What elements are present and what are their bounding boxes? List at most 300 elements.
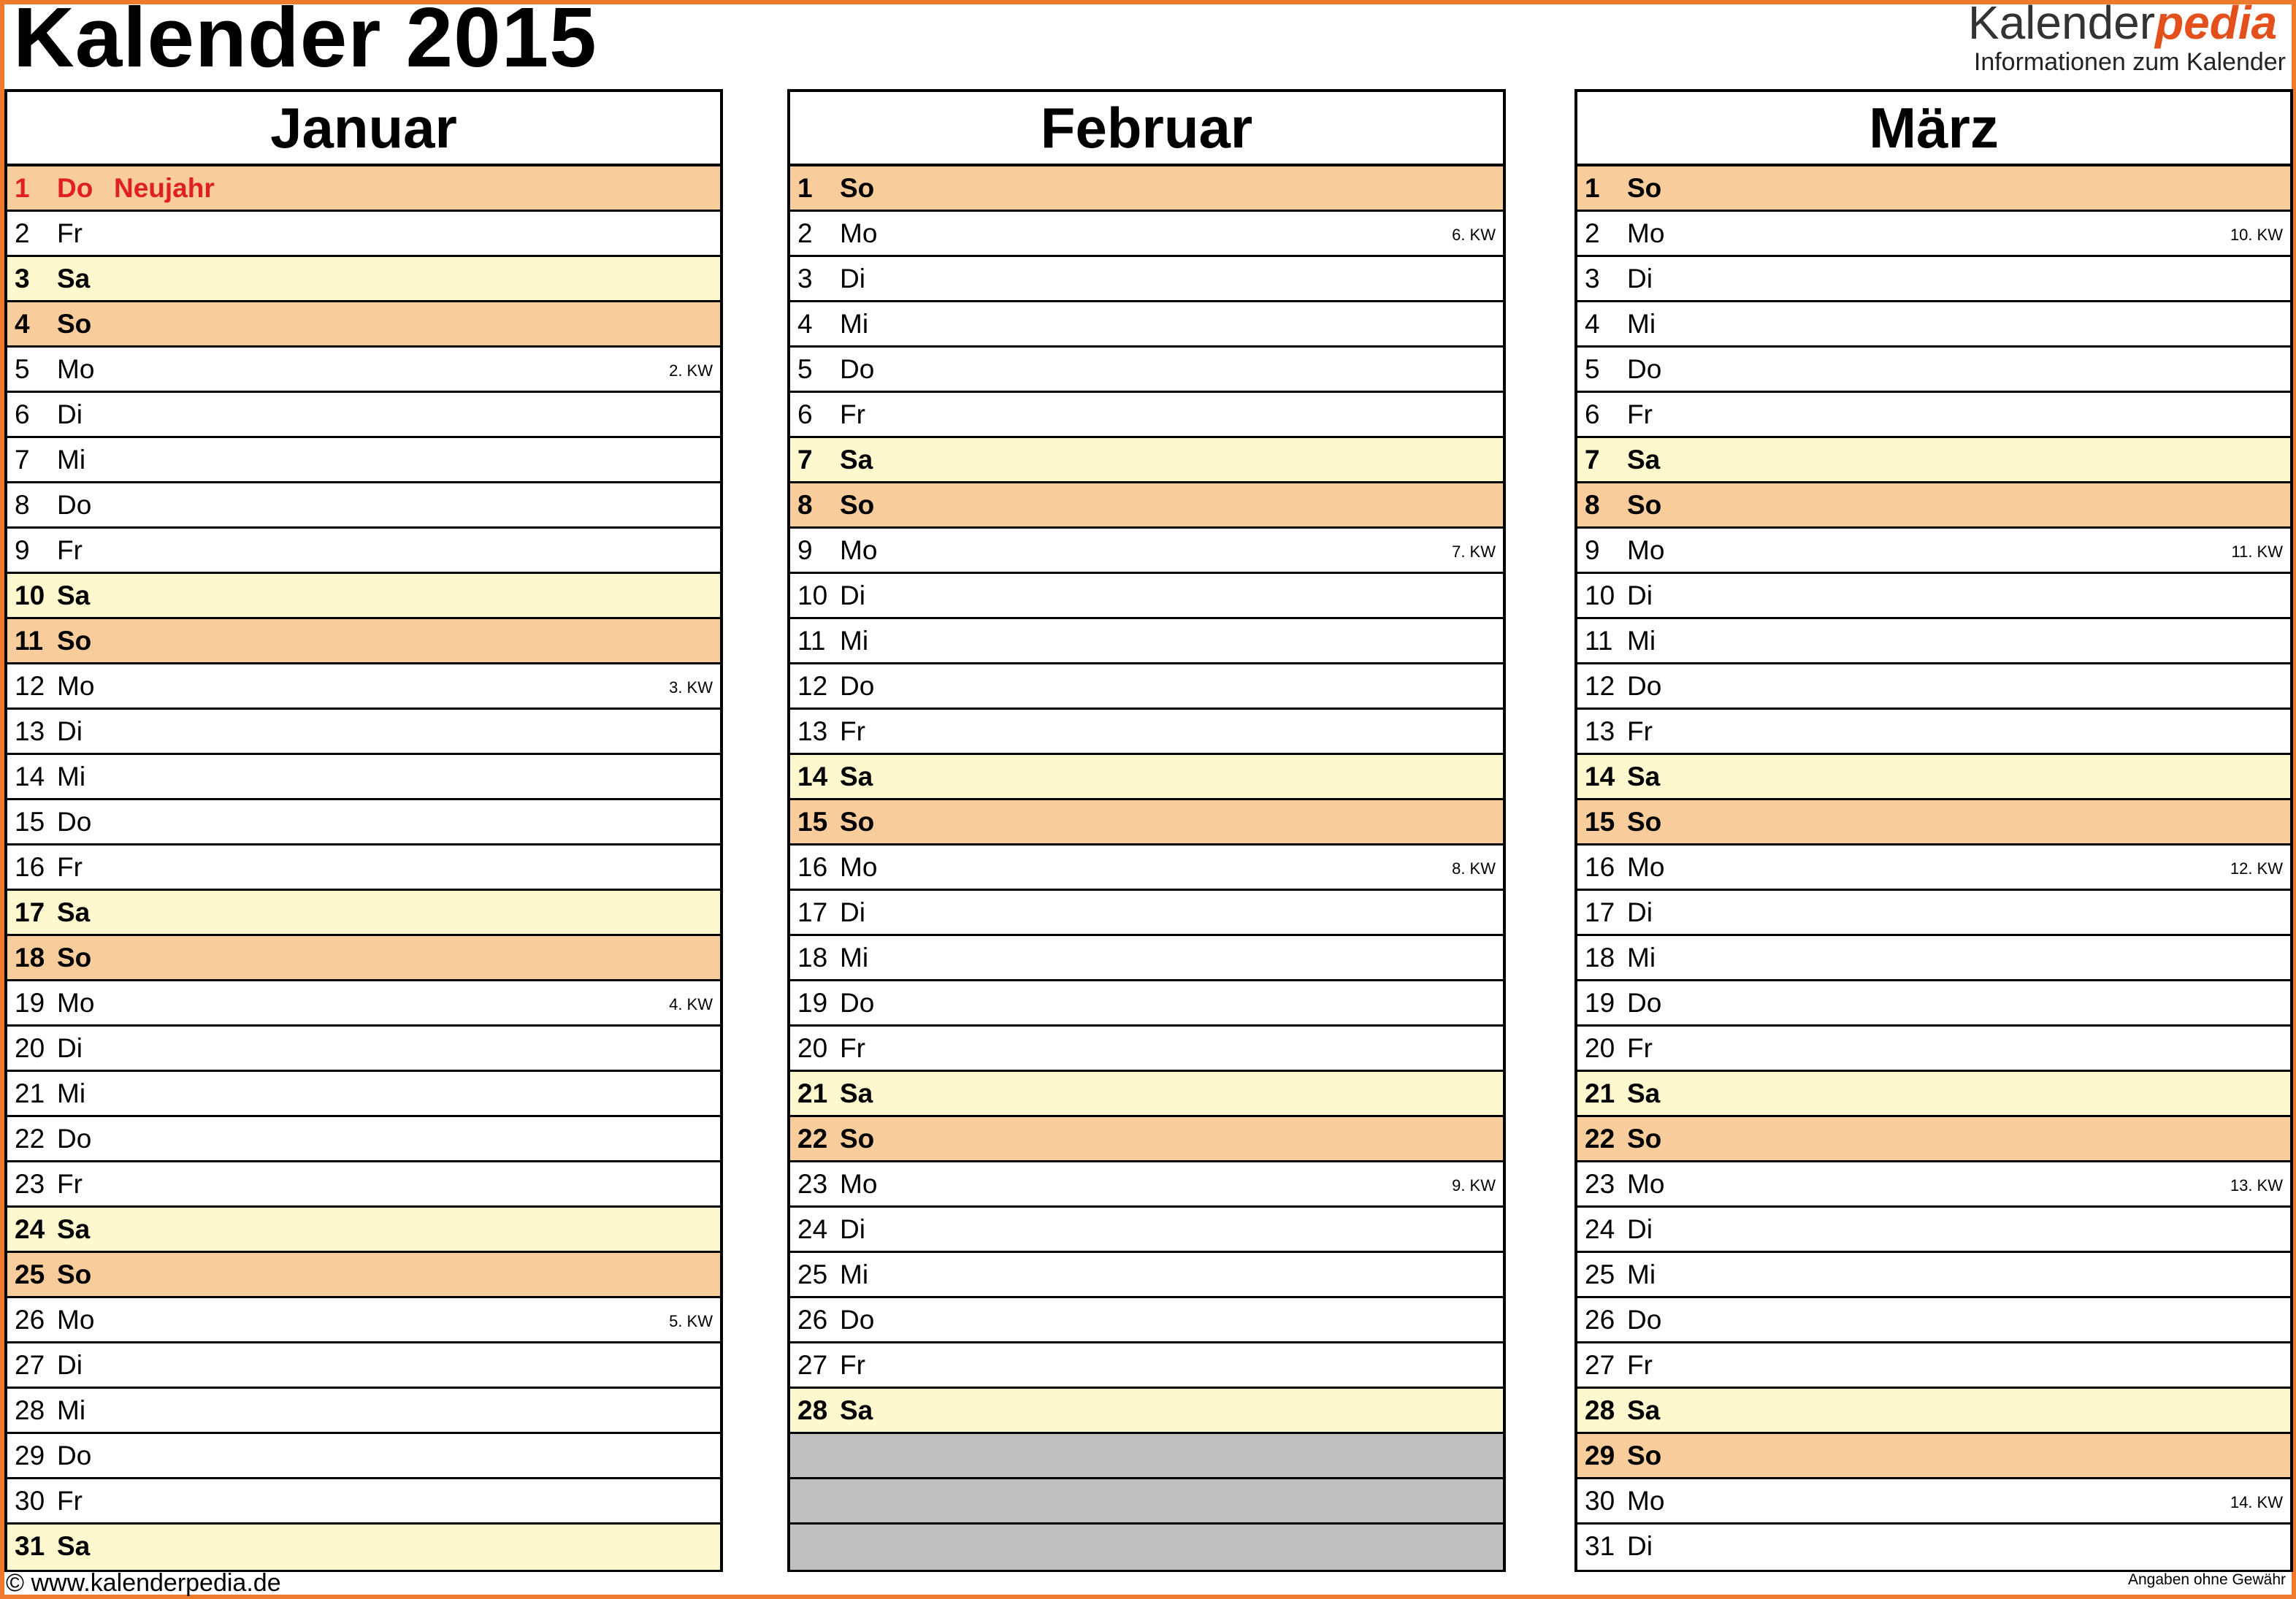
weekday-label: Mi [840,943,869,973]
day-row [7,1389,720,1434]
weekday-label: Sa [1627,1395,1661,1425]
day-row [790,1117,1503,1162]
weekday-label: Do [840,354,875,384]
day-number: 23 [797,1169,828,1199]
day-row [1577,574,2290,619]
day-row [1577,393,2290,438]
day-row [790,348,1503,393]
day-row [1577,1117,2290,1162]
weekday-label: Di [1627,897,1653,927]
day-number: 27 [1585,1350,1615,1380]
weekday-label: Do [57,173,93,203]
day-row [1577,1525,2290,1570]
month-name: Februar [790,92,1503,166]
day-list [7,166,720,1570]
day-number: 11 [797,626,826,656]
day-number: 1 [15,173,30,203]
day-number: 18 [15,943,45,973]
day-row [7,1525,720,1570]
day-number: 27 [797,1350,828,1380]
day-number: 17 [1585,897,1615,927]
weekday-label: Sa [57,1214,91,1244]
weekday-label: Do [57,1124,92,1154]
day-number: 8 [1585,490,1600,520]
day-row [790,529,1503,574]
weekday-label: Fr [1627,1033,1653,1063]
day-number: 6 [797,399,813,429]
weekday-label: So [840,807,875,837]
day-number: 9 [15,535,30,565]
weekday-label: Fr [57,535,83,565]
day-row [790,483,1503,529]
weekday-label: Sa [840,1395,873,1425]
weekday-label: Fr [57,852,83,882]
weekday-label: So [57,943,92,973]
day-row [790,1298,1503,1343]
day-number: 2 [797,218,813,248]
day-row [7,212,720,257]
month-february [787,89,1506,1572]
day-number: 14 [15,762,45,791]
day-row [7,1343,720,1389]
day-row [7,1117,720,1162]
day-number: 15 [1585,807,1615,837]
weekday-label: So [1627,807,1662,837]
day-row [1577,664,2290,710]
weekday-label: Sa [1627,445,1661,475]
day-row [1577,981,2290,1027]
day-number: 22 [797,1124,828,1154]
weekday-label: Fr [840,716,865,746]
weekday-label: Sa [840,1078,873,1108]
day-number: 12 [1585,671,1615,701]
day-row [790,891,1503,936]
week-number-label: 6. KW [1452,226,1496,244]
weekday-label: Do [1627,1305,1662,1335]
weekday-label: Sa [57,580,91,610]
weekday-label: So [840,173,875,203]
day-number: 24 [15,1214,45,1244]
day-number: 10 [15,580,45,610]
weekday-label: Fr [840,1350,865,1380]
day-number: 10 [797,580,828,610]
day-number: 17 [15,897,45,927]
brand-subtitle: Informationen zum Kalender [1973,48,2286,77]
weekday-label: So [57,1259,92,1289]
weekday-label: So [1627,490,1662,520]
day-number: 21 [15,1078,45,1108]
day-row [7,619,720,664]
day-row [1577,166,2290,212]
copyright-url[interactable]: © www.kalenderpedia.de [6,1569,281,1597]
weekday-label: Mi [840,626,869,656]
day-number: 21 [797,1078,828,1108]
day-row [790,166,1503,212]
weekday-label: Fr [840,399,865,429]
day-row [7,302,720,348]
weekday-label: Di [840,1214,865,1244]
day-row [1577,1253,2290,1298]
weekday-label: Di [1627,264,1653,294]
month-name: Januar [7,92,720,166]
day-number: 25 [797,1259,828,1289]
day-number: 4 [15,309,30,339]
weekday-label: Do [840,1305,875,1335]
day-row [790,1343,1503,1389]
empty-row [790,1479,1503,1525]
day-row [1577,710,2290,755]
day-number: 17 [797,897,828,927]
day-row [1577,1072,2290,1117]
weekday-label: Di [57,399,83,429]
day-row [1577,619,2290,664]
day-number: 5 [15,354,30,384]
day-row [1577,755,2290,800]
day-number: 13 [1585,716,1615,746]
day-number: 11 [1585,626,1613,656]
day-row [7,348,720,393]
week-number-label: 13. KW [2230,1176,2283,1195]
day-row [7,257,720,302]
month-january [4,89,723,1572]
day-number: 22 [15,1124,45,1154]
day-number: 7 [797,445,813,475]
weekday-label: So [57,626,92,656]
day-number: 14 [1585,762,1615,791]
day-row [1577,212,2290,257]
day-number: 26 [15,1305,45,1335]
month-march [1574,89,2293,1572]
brand-name-part2: pedia [2155,0,2278,49]
day-number: 19 [1585,988,1615,1018]
day-row [1577,1027,2290,1072]
weekday-label: Sa [1627,1078,1661,1108]
day-number: 30 [1585,1486,1615,1516]
weekday-label: Sa [840,445,873,475]
weekday-label: Do [840,671,875,701]
day-number: 29 [1585,1441,1615,1470]
day-row [7,166,720,212]
day-row [1577,348,2290,393]
day-list [790,166,1503,1570]
day-number: 13 [15,716,45,746]
day-number: 25 [15,1259,45,1289]
weekday-label: Di [57,716,83,746]
day-row [7,1208,720,1253]
brand-logo [1968,0,2286,77]
day-row [1577,1298,2290,1343]
weekday-label: Mo [1627,218,1665,248]
week-number-label: 8. KW [1452,859,1496,878]
empty-row [790,1434,1503,1479]
day-number: 21 [1585,1078,1615,1108]
day-row [7,981,720,1027]
week-number-label: 14. KW [2230,1493,2283,1511]
day-row [790,438,1503,483]
weekday-label: Mo [57,354,95,384]
weekday-label: So [840,1124,875,1154]
weekday-label: So [1627,173,1662,203]
weekday-label: Di [840,264,865,294]
day-number: 20 [797,1033,828,1063]
weekday-label: Mi [840,1259,869,1289]
weekday-label: Do [840,988,875,1018]
weekday-label: Do [1627,671,1662,701]
day-number: 2 [1585,218,1600,248]
day-number: 11 [15,626,44,656]
day-number: 28 [1585,1395,1615,1425]
weekday-label: Di [840,897,865,927]
weekday-label: Mo [57,988,95,1018]
weekday-label: Di [1627,1214,1653,1244]
weekday-label: Do [57,1441,92,1470]
weekday-label: Mo [840,852,878,882]
day-row [7,936,720,981]
day-number: 12 [15,671,45,701]
day-number: 31 [15,1531,45,1561]
day-row [1577,483,2290,529]
week-number-label: 2. KW [669,361,713,380]
week-number-label: 4. KW [669,995,713,1013]
day-row [790,710,1503,755]
day-row [790,393,1503,438]
day-number: 31 [1585,1531,1615,1561]
day-row [790,845,1503,891]
day-number: 8 [15,490,30,520]
weekday-label: Mo [1627,1169,1665,1199]
weekday-label: Mo [840,218,878,248]
week-number-label: 11. KW [2231,542,2283,561]
week-number-label: 7. KW [1452,542,1496,561]
weekday-label: Mi [57,762,86,791]
weekday-label: Do [1627,988,1662,1018]
weekday-label: So [1627,1124,1662,1154]
weekday-label: Do [57,490,92,520]
weekday-label: Mo [1627,1486,1665,1516]
weekday-label: Mo [1627,852,1665,882]
weekday-label: Sa [57,1531,91,1561]
day-number: 15 [797,807,828,837]
day-row [1577,1162,2290,1208]
weekday-label: Di [1627,580,1653,610]
day-row [790,619,1503,664]
weekday-label: Fr [1627,716,1653,746]
week-number-label: 5. KW [669,1312,713,1330]
weekday-label: Mo [840,535,878,565]
day-number: 1 [1585,173,1600,203]
weekday-label: Mo [57,1305,95,1335]
day-row [1577,936,2290,981]
day-number: 7 [1585,445,1600,475]
day-number: 18 [1585,943,1615,973]
day-row [790,212,1503,257]
day-row [7,1253,720,1298]
day-number: 24 [1585,1214,1615,1244]
weekday-label: So [57,309,92,339]
day-row [7,1162,720,1208]
day-number: 19 [797,988,828,1018]
day-row [790,1208,1503,1253]
weekday-label: Do [1627,354,1662,384]
weekday-label: Sa [840,762,873,791]
day-row [7,574,720,619]
day-number: 6 [15,399,30,429]
day-number: 5 [1585,354,1600,384]
empty-row [790,1525,1503,1570]
day-number: 23 [15,1169,45,1199]
day-row [1577,1343,2290,1389]
weekday-label: Mi [1627,309,1656,339]
day-number: 3 [1585,264,1600,294]
week-number-label: 12. KW [2230,859,2283,878]
weekday-label: Di [840,580,865,610]
disclaimer: Angaben ohne Gewähr [2128,1571,2286,1588]
day-row [7,529,720,574]
day-number: 24 [797,1214,828,1244]
weekday-label: Di [57,1033,83,1063]
day-row [1577,800,2290,845]
day-number: 2 [15,218,30,248]
day-number: 20 [15,1033,45,1063]
day-row [790,574,1503,619]
weekday-label: Fr [1627,1350,1653,1380]
day-row [7,845,720,891]
day-number: 28 [797,1395,828,1425]
day-row [7,1072,720,1117]
day-number: 3 [797,264,813,294]
day-row [790,936,1503,981]
day-number: 14 [797,762,828,791]
weekday-label: Mi [57,1395,86,1425]
weekday-label: Fr [57,1486,83,1516]
day-number: 1 [797,173,813,203]
day-number: 30 [15,1486,45,1516]
weekday-label: So [1627,1441,1662,1470]
day-number: 28 [15,1395,45,1425]
day-number: 3 [15,264,30,294]
weekday-label: Di [57,1350,83,1380]
weekday-label: Di [1627,1531,1653,1561]
day-row [1577,438,2290,483]
day-row [7,891,720,936]
day-number: 9 [1585,535,1600,565]
day-number: 16 [1585,852,1615,882]
week-number-label: 3. KW [669,678,713,697]
day-row [790,257,1503,302]
day-row [7,438,720,483]
day-row [790,800,1503,845]
week-number-label: 9. KW [1452,1176,1496,1195]
day-row [7,755,720,800]
day-number: 16 [15,852,45,882]
day-row [790,1389,1503,1434]
day-row [1577,845,2290,891]
weekday-label: Mo [1627,535,1665,565]
day-row [790,755,1503,800]
day-number: 23 [1585,1169,1615,1199]
weekday-label: Mi [1627,943,1656,973]
day-row [790,664,1503,710]
day-number: 4 [1585,309,1600,339]
day-row [790,981,1503,1027]
day-row [1577,891,2290,936]
day-number: 6 [1585,399,1600,429]
day-row [790,302,1503,348]
weekday-label: Fr [57,218,83,248]
day-number: 26 [1585,1305,1615,1335]
day-number: 29 [15,1441,45,1470]
day-row [1577,1434,2290,1479]
weekday-label: Sa [57,897,91,927]
day-number: 18 [797,943,828,973]
day-number: 27 [15,1350,45,1380]
day-row [7,1479,720,1525]
weekday-label: Do [57,807,92,837]
weekday-label: Mi [57,445,86,475]
day-row [790,1072,1503,1117]
day-number: 20 [1585,1033,1615,1063]
day-number: 19 [15,988,45,1018]
brand-name-part1: Kalender [1967,0,2156,49]
day-row [7,483,720,529]
day-row [1577,1389,2290,1434]
day-row [1577,302,2290,348]
day-number: 15 [15,807,45,837]
day-row [7,1434,720,1479]
weekday-label: Mi [57,1078,86,1108]
day-number: 4 [797,309,813,339]
day-number: 16 [797,852,828,882]
day-row [1577,1208,2290,1253]
day-number: 12 [797,671,828,701]
day-row [7,1298,720,1343]
day-number: 25 [1585,1259,1615,1289]
day-row [7,664,720,710]
day-number: 10 [1585,580,1615,610]
day-number: 9 [797,535,813,565]
day-number: 8 [797,490,813,520]
week-number-label: 10. KW [2230,226,2283,244]
weekday-label: Mo [840,1169,878,1199]
weekday-label: Mo [57,671,95,701]
day-row [1577,529,2290,574]
month-name: März [1577,92,2290,166]
day-row [790,1162,1503,1208]
day-row [7,393,720,438]
weekday-label: Fr [1627,399,1653,429]
day-row [1577,1479,2290,1525]
day-number: 26 [797,1305,828,1335]
page-title: Kalender 2015 [13,0,597,85]
weekday-label: Sa [57,264,91,294]
weekday-label: Mi [840,309,869,339]
day-row [7,1027,720,1072]
weekday-label: Mi [1627,626,1656,656]
holiday-label: Neujahr [114,173,215,203]
weekday-label: Sa [1627,762,1661,791]
weekday-label: Mi [1627,1259,1656,1289]
day-number: 5 [797,354,813,384]
day-row [790,1253,1503,1298]
day-row [790,1027,1503,1072]
weekday-label: Fr [57,1169,83,1199]
day-list [1577,166,2290,1570]
brand-name [1968,0,2286,48]
day-row [1577,257,2290,302]
day-number: 13 [797,716,828,746]
weekday-label: So [840,490,875,520]
weekday-label: Fr [840,1033,865,1063]
